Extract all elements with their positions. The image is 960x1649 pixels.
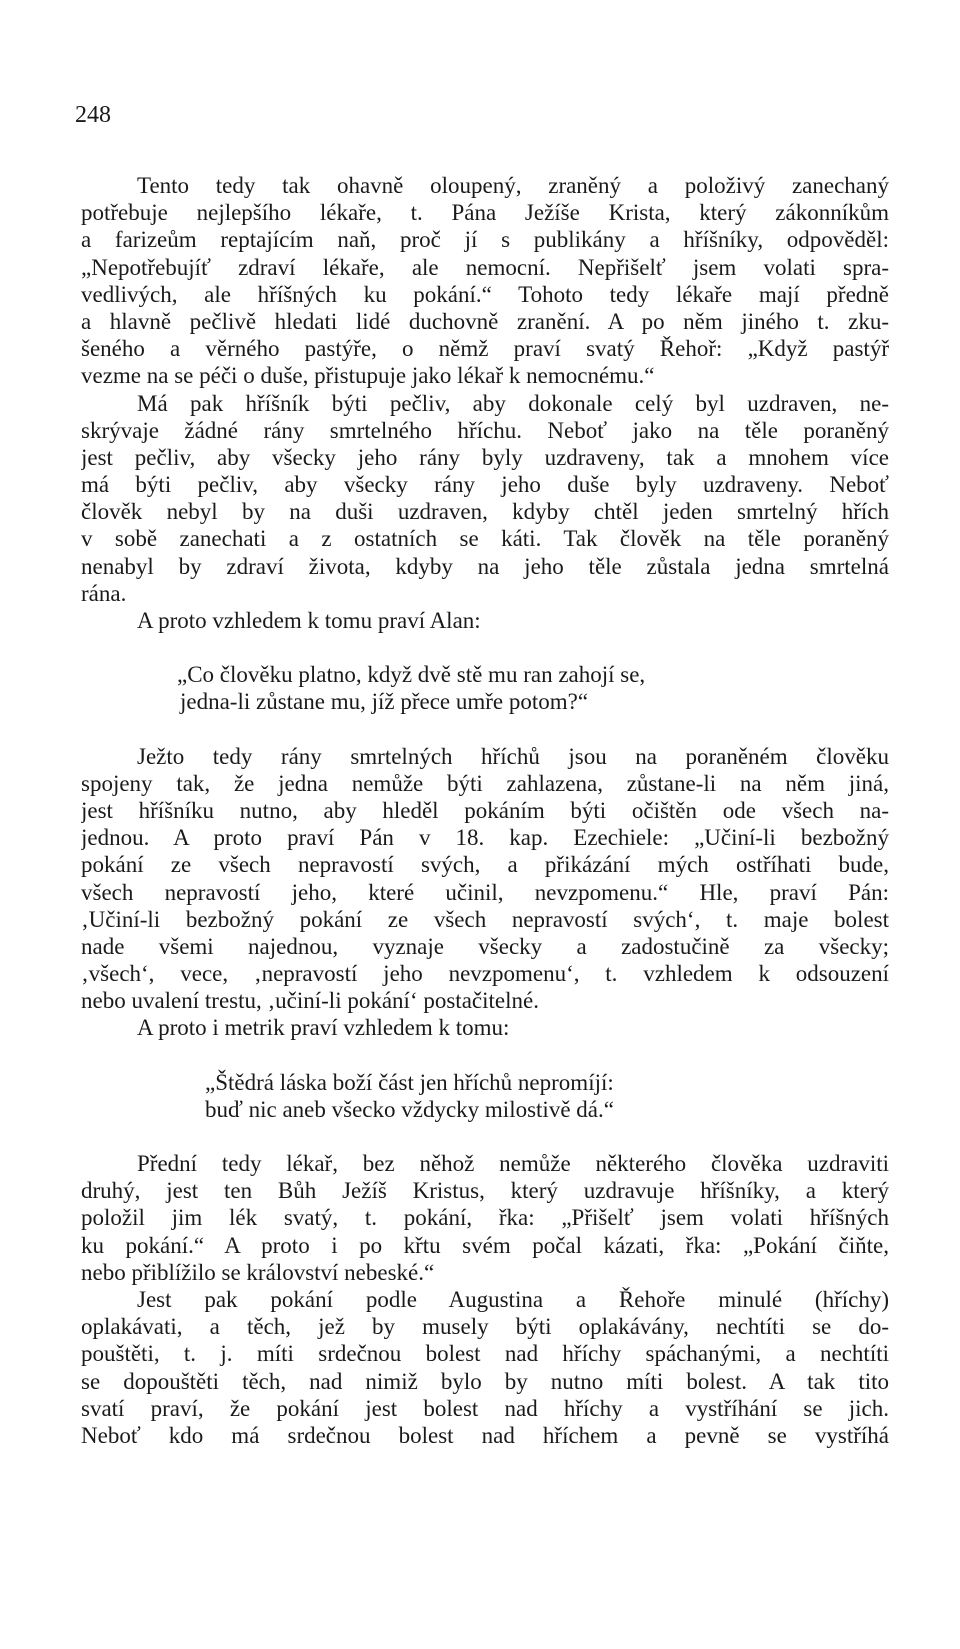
text-line: spojeny tak, že jedna nemůže býti zahlazena, zůstane-li na něm jiná,: [81, 770, 889, 796]
text-line: A proto i metrik praví vzhledem k tomu:: [137, 1015, 510, 1041]
verse-quote: [81, 661, 889, 715]
text-line: položil jim lék svatý, t. pokání, řka: „Přišelť jsem volati hříšných: [81, 1205, 889, 1231]
text-line: druhý, jest ten Bůh Ježíš Kristus, který uzdravuje hříšníky, a který: [81, 1178, 889, 1204]
text-line: Přední tedy lékař, bez něhož nemůže některého člověka uzdraviti: [137, 1151, 889, 1176]
text-line: A proto vzhledem k tomu praví Alan:: [137, 608, 481, 633]
verse-line: jedna-li zůstane mu, jíž přece umře potom?“: [180, 689, 589, 715]
verse-line: „Co člověku platno, když dvě stě mu ran zahojí se,: [177, 662, 646, 688]
text-line: se dopouštěti těch, nad nimiž bylo by nutno míti bolest. A tak tito: [81, 1368, 889, 1394]
text-line: nebo přiblížilo se království nebeské.“: [81, 1259, 435, 1285]
text-line: člověk nebyl by na duši uzdraven, kdyby chtěl jeden smrtelný hřích: [81, 499, 889, 525]
paragraph: [81, 1014, 889, 1041]
text-line: vedlivých, ale hříšných ku pokání.“ Tohoto tedy lékaře mají předně: [81, 281, 889, 307]
text-line: ‚všech‘, vece, ‚nepravostí jeho nevzpomenu‘, t. vzhledem k odsouzení: [81, 961, 889, 987]
text-line: a farizeům reptajícím naň, proč jí s publikány a hříšníky, odpověděl:: [81, 227, 889, 253]
paragraph: [81, 1150, 889, 1286]
paragraph: [81, 607, 889, 634]
text-line: ‚Učiní-li bezbožný pokání ze všech nepravostí svých‘, t. maje bolest: [81, 906, 889, 932]
text-line: pokání ze všech nepravostí svých, a přikázání mých ostříhati bude,: [81, 852, 889, 878]
text-line: „Nepotřebujíť zdraví lékaře, ale nemocní. Nepřišelť jsem volati spra-: [81, 254, 889, 280]
text-line: jest hříšníku nutno, aby hleděl pokáním býti očištěn ode všech na-: [81, 797, 889, 823]
text-line: Neboť kdo má srdečnou bolest nad hříchem a pevně se vystříhá: [81, 1422, 889, 1448]
text-line: oplakávati, a těch, jež by musely býti oplakávány, nechtíti se do-: [81, 1314, 889, 1340]
page-number: 248: [75, 102, 111, 128]
text-line: potřebuje nejlepšího lékaře, t. Pána Ježíše Krista, který zákonníkům: [81, 200, 889, 226]
paragraph: [81, 743, 889, 1015]
text-line: všech nepravostí jeho, které učinil, nevzpomenu.“ Hle, praví Pán:: [81, 879, 889, 905]
text-line: v sobě zanechati a z ostatních se káti. Tak člověk na těle poraněný: [81, 526, 889, 552]
text-line: vezme na se péči o duše, přistupuje jako lékař k nemocnému.“: [81, 363, 655, 389]
verse-line: buď nic aneb všecko vždycky milostivě dá.“: [205, 1096, 614, 1122]
text-line: Ježto tedy rány smrtelných hříchů jsou na poraněném člověku: [137, 743, 889, 769]
paragraph: [81, 390, 889, 608]
text-line: nebo uvalení trestu, ‚učiní-li pokání‘ postačitelné.: [81, 988, 539, 1014]
text-line: skrývaje žádné rány smrtelného hříchu. Neboť jako na těle poraněný: [81, 417, 889, 443]
text-line: rána.: [81, 580, 127, 606]
text-line: nenabyl by zdraví života, kdyby na jeho těle zůstala jedna smrtelná: [81, 553, 889, 579]
text-line: ku pokání.“ A proto i po křtu svém počal kázati, řka: „Pokání čiňte,: [81, 1232, 889, 1258]
text-line: Má pak hříšník býti pečliv, aby dokonale celý byl uzdraven, ne-: [137, 390, 889, 416]
body-text: [81, 172, 889, 1449]
text-line: Tento tedy tak ohavně oloupený, zraněný a položivý zanechaný: [137, 173, 889, 198]
text-line: šeného a věrného pastýře, o němž praví svatý Řehoř: „Když pastýř: [81, 336, 889, 362]
verse-line: „Štědrá láska boží část jen hříchů nepromíjí:: [205, 1069, 614, 1095]
text-line: a hlavně pečlivě hledati lidé duchovně zranění. A po něm jiného t. zku-: [81, 308, 889, 334]
text-line: Jest pak pokání podle Augustina a Řehoře minulé (hříchy): [137, 1286, 889, 1312]
paragraph: [81, 172, 889, 390]
verse-quote: [81, 1069, 889, 1123]
paragraph: [81, 1286, 889, 1449]
text-line: má býti pečliv, aby všecky rány jeho duše byly uzdraveny. Neboť: [81, 472, 889, 498]
text-line: jednou. A proto praví Pán v 18. kap. Ezechiele: „Učiní-li bezbožný: [81, 825, 889, 851]
text-line: pouštěti, t. j. míti srdečnou bolest nad hříchy spáchanými, a nechtíti: [81, 1341, 889, 1367]
text-line: svatí praví, že pokání jest bolest nad hříchy a vystříhání se jich.: [81, 1395, 889, 1421]
text-line: jest pečliv, aby všecky jeho rány byly uzdraveny, tak a mnohem více: [81, 444, 889, 470]
text-line: nade všemi najednou, vyznaje všecky a zadostučině za všecky;: [81, 933, 889, 959]
